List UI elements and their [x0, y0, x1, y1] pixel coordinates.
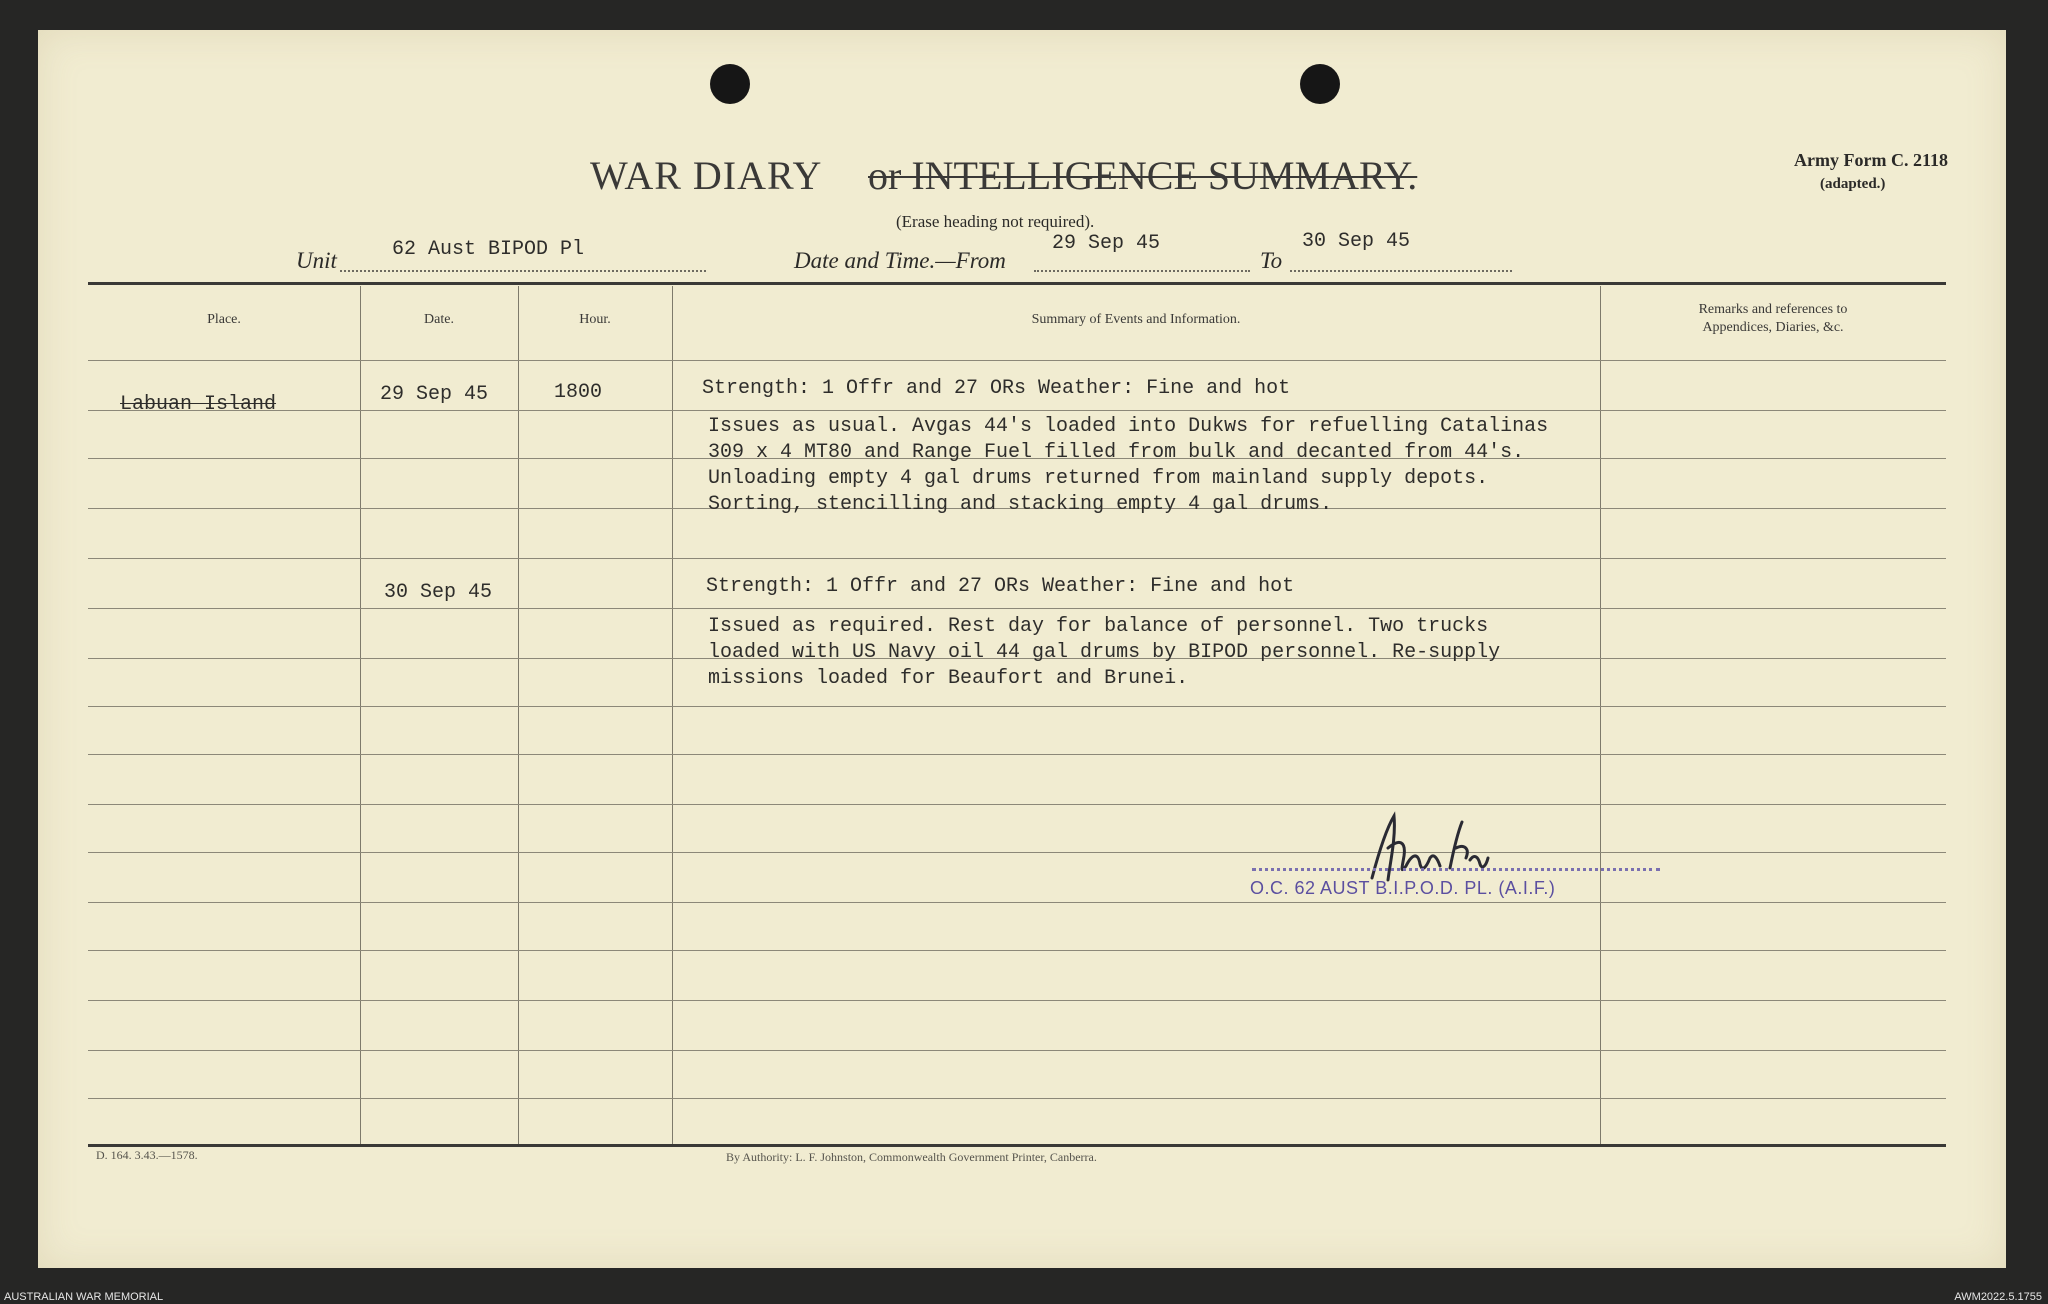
footer-form-code: D. 164. 3.43.—1578.	[96, 1148, 198, 1162]
ruled-line	[88, 608, 1946, 609]
footer-printer: By Authority: L. F. Johnston, Commonwealth Government Printer, Canberra.	[726, 1150, 1097, 1164]
header-summary: Summary of Events and Information.	[1031, 312, 1241, 327]
entry1-line4: Sorting, stencilling and stacking empty 4 gal drums.	[708, 493, 1333, 516]
column-divider-date	[518, 286, 519, 1144]
entry2-line1: Issued as required. Rest day for balance of personnel. Two trucks	[708, 615, 1489, 638]
struck-heading: or INTELLIGENCE SUMMARY.	[868, 153, 1418, 198]
header-place: Place.	[207, 312, 241, 327]
entry2-strength: Strength: 1 Offr and 27 ORs Weather: Fine and hot	[706, 575, 1295, 598]
to-value: 30 Sep 45	[1302, 230, 1411, 253]
archive-label: AUSTRALIAN WAR MEMORIAL	[4, 1291, 164, 1303]
ruled-line	[88, 558, 1946, 559]
ruled-line	[88, 902, 1946, 903]
entry1-place: Labuan Island	[120, 393, 277, 416]
unit-value: 62 Aust BIPOD Pl	[392, 238, 585, 261]
form-subtitle: (adapted.)	[1820, 176, 1886, 192]
stamp-dotted-line	[1252, 868, 1660, 871]
ruled-line	[88, 754, 1946, 755]
header-date: Date.	[424, 312, 454, 327]
ruled-line	[88, 804, 1946, 805]
entry2-line2: loaded with US Navy oil 44 gal drums by BIPOD personnel. Re-supply	[708, 641, 1501, 664]
ruled-line	[88, 950, 1946, 951]
war-diary-page	[38, 30, 2006, 1268]
form-number: Army Form C. 2118	[1794, 150, 1948, 170]
entry1-strength: Strength: 1 Offr and 27 ORs Weather: Fine and hot	[702, 377, 1291, 400]
column-divider-place	[360, 286, 361, 1144]
entry1-date: 29 Sep 45	[380, 383, 489, 406]
column-divider-summary	[1600, 286, 1601, 1144]
ruled-line	[88, 852, 1946, 853]
header-hour: Hour.	[579, 312, 611, 327]
archive-reference: AWM2022.5.1755	[1954, 1291, 2042, 1303]
entry2-line3: missions loaded for Beaufort and Brunei.	[708, 667, 1189, 690]
ruled-line	[88, 1050, 1946, 1051]
oc-stamp: O.C. 62 AUST B.I.P.O.D. PL. (A.I.F.)	[1250, 878, 1556, 898]
ruled-line	[88, 360, 1946, 361]
punch-hole-left	[710, 64, 750, 104]
unit-dotted-line	[340, 270, 706, 272]
from-dotted-line	[1034, 270, 1250, 272]
table-top-rule	[88, 282, 1946, 285]
from-value: 29 Sep 45	[1052, 232, 1161, 255]
entry2-date: 30 Sep 45	[384, 581, 493, 604]
ruled-line	[88, 1098, 1946, 1099]
column-divider-hour	[672, 286, 673, 1144]
entry1-hour: 1800	[554, 381, 603, 404]
date-time-label: Date and Time.—From	[794, 248, 1006, 273]
to-label: To	[1260, 248, 1283, 273]
ruled-line	[88, 410, 1946, 411]
entry1-line2: 309 x 4 MT80 and Range Fuel filled from bulk and decanted from 44's.	[708, 441, 1525, 464]
to-dotted-line	[1290, 270, 1512, 272]
unit-label: Unit	[296, 248, 337, 273]
ruled-line	[88, 1000, 1946, 1001]
entry1-line1: Issues as usual. Avgas 44's loaded into Dukws for refuelling Catalinas	[708, 415, 1549, 438]
form-title: WAR DIARY	[590, 153, 823, 198]
header-remarks-line2: Appendices, Diaries, &c.	[1702, 320, 1844, 335]
punch-hole-right	[1300, 64, 1340, 104]
table-bottom-rule	[88, 1144, 1946, 1147]
ruled-line	[88, 706, 1946, 707]
entry1-line3: Unloading empty 4 gal drums returned from mainland supply depots.	[708, 467, 1489, 490]
header-remarks-line1: Remarks and references to	[1698, 302, 1848, 317]
erase-note: (Erase heading not required).	[896, 212, 1095, 231]
